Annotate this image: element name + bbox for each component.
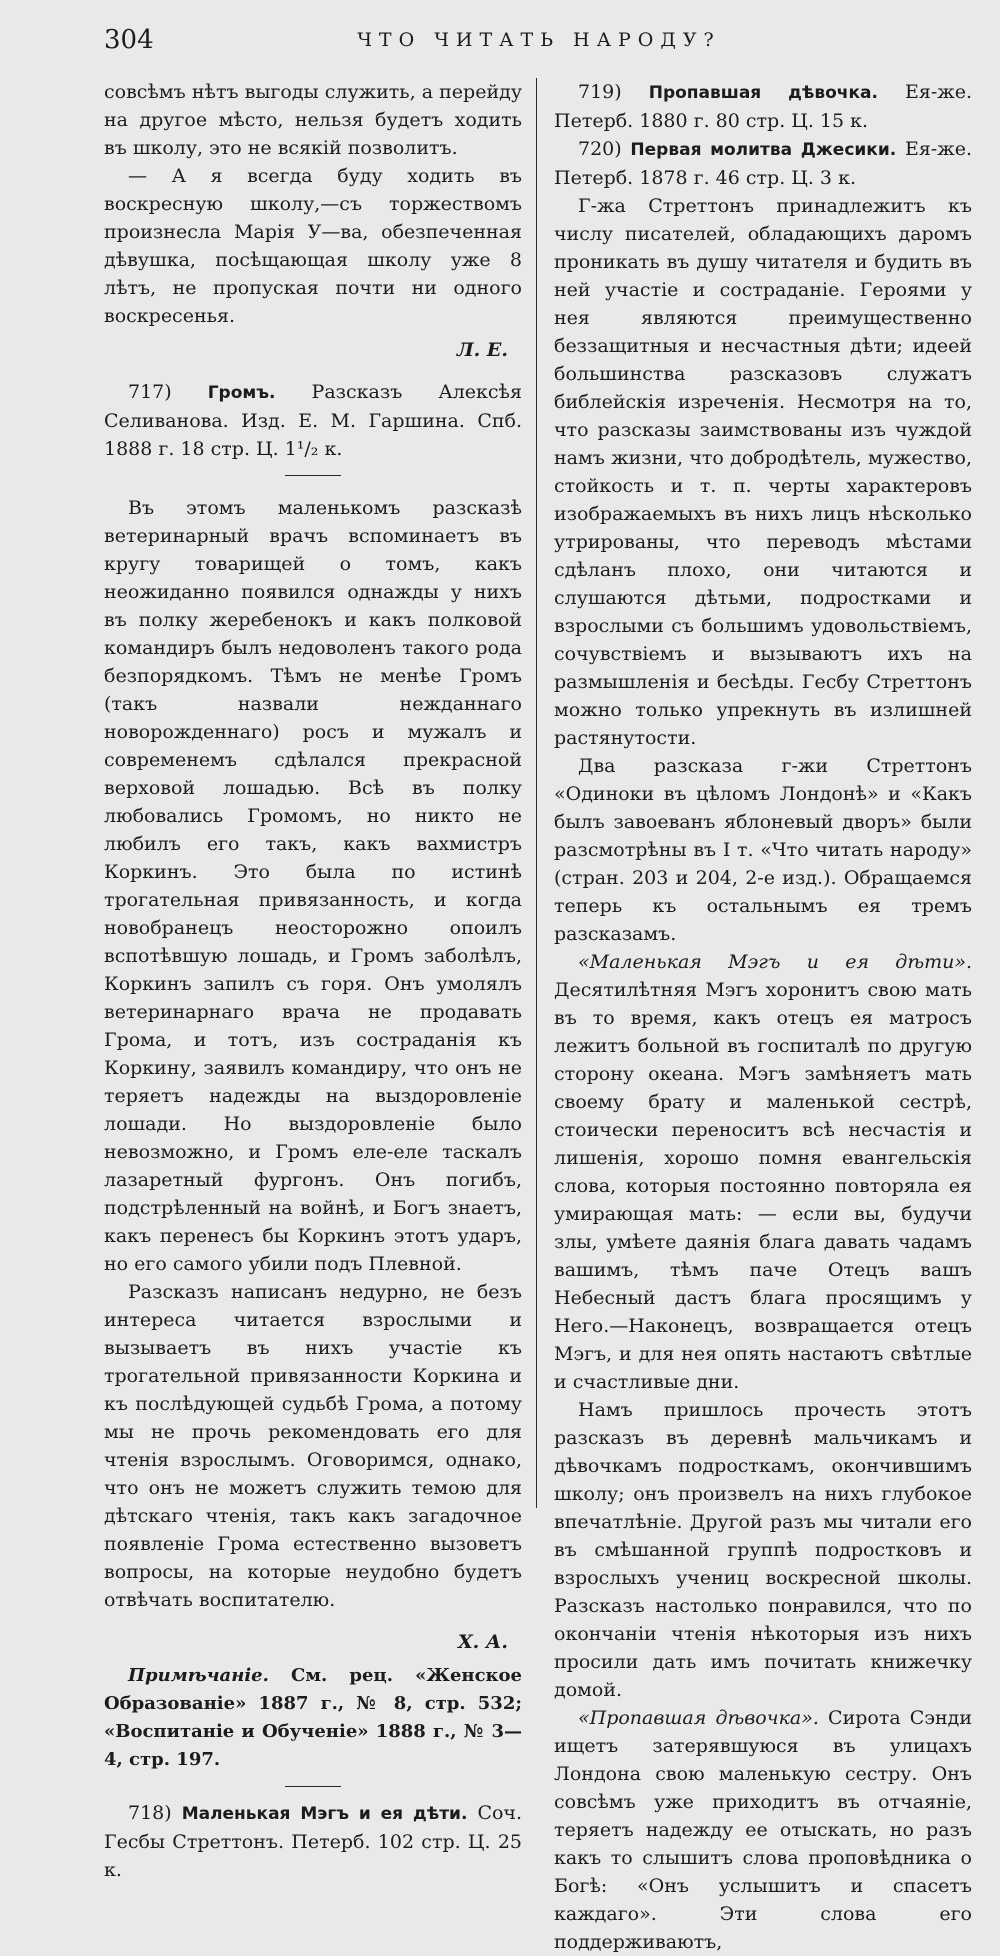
entry-title: Маленькая Мэгъ и ея дѣти. <box>181 1804 468 1824</box>
review-paragraph-1: Г-жа Стреттонъ принадлежитъ къ числу писателей, обладающихъ даромъ проникать въ душу читателя и будить въ ней участіе и состраданіе. Героями у нея являются преимущественно беззащитныя и несчастныя дѣти; идеей большинства разсказовъ служатъ библейскія изреченія. Несмотря на то, что разсказы заимствованы изъ чуждой намъ жизни, что добродѣтель, мужество, стойкость и т. п. черты характеровъ изображаемыхъ въ нихъ лицъ нѣсколько утрированы, что переводъ мѣстами сдѣланъ плохо, они читаются и слушаются дѣтьми, подростками и взрослыми съ большимъ удовольствіемъ, сочувствіемъ и вызываютъ ихъ на размышленія и бесѣды. Гесбу Стреттонъ можно только упрекнуть въ излишней растянутости. <box>554 195 972 749</box>
entry-title: Первая молитва Джесики. <box>630 140 897 160</box>
entry-details: Соч. Гесбы Стреттонъ. Петерб. 102 стр. Ц. 25 к. <box>104 1802 523 1881</box>
page-header <box>104 22 974 58</box>
entry-719 <box>554 78 972 135</box>
note <box>104 1662 522 1774</box>
review-paragraph-3 <box>554 948 972 1396</box>
right-column <box>554 78 972 1956</box>
review-paragraph-2: Два разсказа г-жи Стреттонъ «Одиноки въ цѣломъ Лондонѣ» и «Какъ былъ завоеванъ яблоневый дворъ» были разсмотрѣны въ I т. «Что читать народу» (стран. 203 и 204, 2-е изд.). Обращаемся теперь къ остальнымъ ея тремъ разсказамъ. <box>554 755 972 945</box>
paragraph-continued: совсѣмъ нѣтъ выгоды служить, а перейду на другое мѣсто, нельзя будетъ ходить въ школу, это не всякій позволитъ. <box>104 81 522 159</box>
separator-rule <box>285 1786 341 1787</box>
signature-ha: Х. А. <box>457 1631 508 1653</box>
entry-717 <box>104 378 522 463</box>
entry-720 <box>554 135 972 192</box>
story-title: «Пропавшая дѣвочка». <box>578 1707 819 1729</box>
story-summary: Десятилѣтняя Мэгъ хоронитъ свою мать въ то время, какъ отецъ ея матросъ лежитъ больной въ госпиталѣ по другую сторону океана. Мэгъ замѣняетъ мать своему брату и маленькой сестрѣ, стоически переноситъ всѣ несчастія и лишенія, хорошо помня евангельскія слова, которыя постоянно повторяла ея умирающая мать: — если вы, будучи злы, умѣете даянія блага давать чадамъ вашимъ, тѣмъ паче Отецъ вашъ Небесный дастъ блага просящимъ у Него.—Наконецъ, возвращается отецъ Мэгъ, и для нея опять настаютъ свѣтлые и счастливые дни. <box>554 979 972 1393</box>
signature-le: Л. Е. <box>456 339 508 361</box>
running-title: ЧТО ЧИТАТЬ НАРОДУ? <box>357 29 721 51</box>
entry-number: 719) <box>578 81 622 103</box>
entry-number: 718) <box>128 1802 172 1824</box>
note-label: Примѣчаніе. <box>128 1665 269 1686</box>
paragraph-maria: — А я всегда буду ходить въ воскресную школу,—съ торжествомъ произнесла Марія У—ва, обезпеченная дѣвушка, посѣщающая школу уже 8 лѣтъ, не пропуская почти ни одного воскресенья. <box>104 165 522 327</box>
story-summary: Сирота Сэнди ищетъ затерявшуюся въ улицахъ Лондона свою маленькую сестру. Онъ совсѣмъ уже приходитъ въ отчаяніе, теряетъ надежду ее отыскать, но разъ какъ то слышитъ слова проповѣдника о Богѣ: «Онъ услышитъ и спасетъ каждаго». Эти слова его поддерживаютъ, <box>554 1707 972 1953</box>
left-column <box>104 78 522 1884</box>
review-paragraph-2: Разсказъ написанъ недурно, не безъ интереса читается взрослыми и вызываетъ въ нихъ участіе къ трогательной привязанности Коркина и къ послѣдующей судьбѣ Грома, а потому мы не прочь рекомендовать его для чтенія взрослымъ. Оговоримся, однако, что онъ не можетъ служить темою для дѣтскаго чтенія, такъ какъ загадочное появленіе Грома естественно вызоветъ вопросы, на которые неудобно будетъ отвѣчать воспитателю. <box>104 1281 522 1611</box>
entry-718 <box>104 1799 522 1884</box>
review-paragraph-1: Въ этомъ маленькомъ разсказѣ ветеринарный врачъ вспоминаетъ въ кругу товарищей о томъ, какъ неожиданно появился однажды у нихъ въ полку жеребенокъ и какъ полковой командиръ былъ недоволенъ такого рода безпорядкомъ. Тѣмъ не менѣе Громъ (такъ назвали нежданнаго новорожденнаго) росъ и мужалъ и современемъ сдѣлался прекрасной верховой лошадью. Всѣ въ полку любовались Громомъ, но никто не любилъ его такъ, какъ вахмистръ Коркинъ. Это была по истинѣ трогательная привязанность, и когда новобранецъ неосторожно опоилъ вспотѣвшую лошадь, и Громъ заболѣлъ, Коркинъ запилъ съ горя. Онъ умолялъ ветеринарнаго врача не продавать Грома, и тотъ, изъ состраданія къ Коркину, заявилъ командиру, что онъ не теряетъ надежды на выздоровленіе лошади. Но выздоровленіе было невозможно, и Громъ еле-еле таскалъ лазаретный фургонъ. Онъ погибъ, подстрѣленный на войнѣ, и Богъ знаетъ, какъ перенесъ бы Коркинъ этотъ ударъ, но его самого убили подъ Плевной. <box>104 497 522 1275</box>
entry-details: Ея-же. Петерб. 1880 г. 80 стр. Ц. 15 к. <box>554 81 973 132</box>
review-paragraph-4: Намъ пришлось прочесть этотъ разсказъ въ деревнѣ мальчикамъ и дѣвочкамъ подросткамъ, окончившимъ школу; онъ произвелъ на нихъ глубокое впечатлѣніе. Другой разъ мы читали его въ смѣшанной группѣ подростковъ и взрослыхъ учениц воскресной школы. Разсказъ настолько понравился, что по окончаніи чтенія нѣкоторыя изъ нихъ просили дать имъ почитать книжечку домой. <box>554 1399 972 1701</box>
entry-title: Громъ. <box>207 383 276 403</box>
review-paragraph-5 <box>554 1704 972 1956</box>
note-text: См. рец. «Женское Образованіе» 1887 г., № 8, стр. 532; «Воспитаніе и Обученіе» 1888 г., № 3—4, стр. 197. <box>104 1665 522 1770</box>
separator-rule <box>285 475 341 476</box>
column-divider <box>536 78 537 1508</box>
entry-details: Разсказъ Алексѣя Селиванова. Изд. Е. М. Гаршина. Спб. 1888 г. 18 стр. Ц. 1¹/₂ к. <box>104 381 522 460</box>
entry-title: Пропавшая дѣвочка. <box>648 83 878 103</box>
story-title: «Маленькая Мэгъ и ея дѣти». <box>578 951 972 973</box>
page-number: 304 <box>104 25 154 55</box>
entry-number: 717) <box>128 381 172 403</box>
entry-details: Ея-же. Петерб. 1878 г. 46 стр. Ц. 3 к. <box>554 138 972 189</box>
entry-number: 720) <box>578 138 622 160</box>
